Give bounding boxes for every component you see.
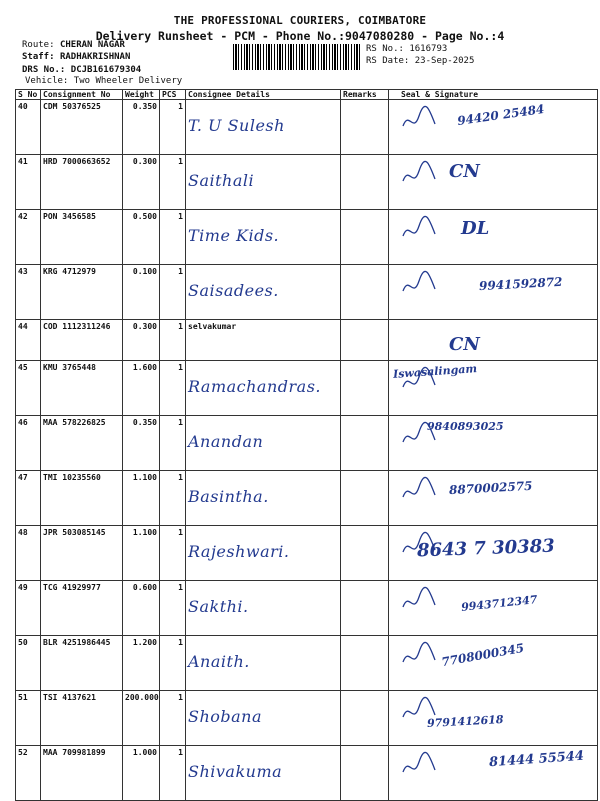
table-row bbox=[16, 691, 598, 746]
row-pcs: 1 bbox=[160, 361, 186, 416]
row-signature bbox=[389, 471, 598, 526]
row-sno: 45 bbox=[16, 361, 41, 416]
col-header-remarks: Remarks bbox=[341, 90, 389, 100]
row-consignment-no: MAA 709981899 bbox=[41, 746, 123, 801]
row-weight: 1.100 bbox=[123, 471, 160, 526]
signature-text: 9941592872 bbox=[478, 274, 563, 294]
row-sno: 49 bbox=[16, 581, 41, 636]
table-row bbox=[16, 265, 598, 320]
signature-text: CN bbox=[449, 334, 480, 355]
table-row bbox=[16, 100, 598, 155]
row-remarks bbox=[341, 746, 389, 801]
signature-text: 8643 7 30383 bbox=[416, 535, 556, 562]
vehicle-line bbox=[25, 76, 182, 86]
route-value: CHERAN NAGAR bbox=[59, 40, 125, 50]
signature-scribble bbox=[395, 750, 455, 784]
row-pcs: 1 bbox=[160, 471, 186, 526]
row-remarks bbox=[341, 636, 389, 691]
row-consignee: Shivakuma bbox=[186, 746, 341, 801]
table-row bbox=[16, 746, 598, 801]
col-header-sno: S No bbox=[16, 90, 41, 100]
vehicle-value: Two Wheeler Delivery bbox=[73, 76, 183, 86]
signature-scribble bbox=[395, 365, 455, 399]
row-sno: 40 bbox=[16, 100, 41, 155]
row-consignment-no: JPR 503085145 bbox=[41, 526, 123, 581]
signature-scribble bbox=[395, 104, 455, 138]
row-consignment-no: PON 3456585 bbox=[41, 210, 123, 265]
row-consignee: Time Kids. bbox=[186, 210, 341, 265]
row-remarks bbox=[341, 265, 389, 320]
row-remarks bbox=[341, 471, 389, 526]
row-weight: 0.500 bbox=[123, 210, 160, 265]
row-sno: 41 bbox=[16, 155, 41, 210]
row-pcs: 1 bbox=[160, 210, 186, 265]
route-line bbox=[22, 40, 125, 50]
table-row bbox=[16, 471, 598, 526]
row-consignment-no: TMI 10235560 bbox=[41, 471, 123, 526]
runsheet-table bbox=[15, 89, 598, 801]
row-consignee: Sakthi. bbox=[186, 581, 341, 636]
signature-scribble bbox=[395, 585, 455, 619]
row-pcs: 1 bbox=[160, 526, 186, 581]
table-row bbox=[16, 581, 598, 636]
runsheet-subtitle: Delivery Runsheet - PCM - Phone No.:9047080280 - Page No.:4 bbox=[95, 29, 505, 43]
row-sno: 43 bbox=[16, 265, 41, 320]
row-consignee: Anandan bbox=[186, 416, 341, 471]
row-weight: 0.300 bbox=[123, 155, 160, 210]
signature-text: 9840893025 bbox=[427, 420, 504, 433]
signature-text: 7708000345 bbox=[440, 640, 526, 670]
barcode bbox=[233, 44, 360, 70]
table-row bbox=[16, 416, 598, 471]
row-weight: 1.000 bbox=[123, 746, 160, 801]
row-remarks bbox=[341, 416, 389, 471]
row-consignee: selvakumar bbox=[186, 320, 341, 361]
col-header-pcs: PCS bbox=[160, 90, 186, 100]
row-consignee: Rajeshwari. bbox=[186, 526, 341, 581]
route-label: Route: bbox=[22, 40, 55, 50]
row-remarks bbox=[341, 155, 389, 210]
row-consignee: Saisadees. bbox=[186, 265, 341, 320]
row-consignment-no: MAA 578226825 bbox=[41, 416, 123, 471]
rs-number: RS No.: 1616793 bbox=[366, 44, 448, 54]
row-consignment-no: KMU 3765448 bbox=[41, 361, 123, 416]
row-pcs: 1 bbox=[160, 746, 186, 801]
row-signature bbox=[389, 581, 598, 636]
row-signature bbox=[389, 361, 598, 416]
row-consignment-no: CDM 50376525 bbox=[41, 100, 123, 155]
row-signature bbox=[389, 746, 598, 801]
row-consignment-no: HRD 7000663652 bbox=[41, 155, 123, 210]
col-header-weight: Weight bbox=[123, 90, 160, 100]
signature-scribble bbox=[395, 269, 455, 303]
col-header-consignment: Consignment No bbox=[41, 90, 123, 100]
col-header-signature: Seal & Signature bbox=[389, 90, 598, 100]
row-remarks bbox=[341, 210, 389, 265]
row-weight: 200.000 bbox=[123, 691, 160, 746]
row-weight: 0.350 bbox=[123, 100, 160, 155]
row-sno: 42 bbox=[16, 210, 41, 265]
staff-value: RADHAKRISHNAN bbox=[59, 52, 131, 62]
row-weight: 0.350 bbox=[123, 416, 160, 471]
row-consignment-no: COD 1112311246 bbox=[41, 320, 123, 361]
signature-text: 8870002575 bbox=[448, 478, 533, 498]
row-consignment-no: TCG 41929977 bbox=[41, 581, 123, 636]
row-sno: 44 bbox=[16, 320, 41, 361]
drs-value: DCJB161679304 bbox=[70, 65, 142, 75]
row-remarks bbox=[341, 320, 389, 361]
table-row bbox=[16, 526, 598, 581]
signature-scribble bbox=[395, 475, 455, 509]
rs-date: RS Date: 23-Sep-2025 bbox=[366, 56, 475, 66]
row-consignee: Ramachandras. bbox=[186, 361, 341, 416]
signature-scribble bbox=[395, 530, 455, 564]
row-remarks bbox=[341, 581, 389, 636]
row-sno: 46 bbox=[16, 416, 41, 471]
row-weight: 0.100 bbox=[123, 265, 160, 320]
row-signature bbox=[389, 416, 598, 471]
signature-text: 81444 55544 bbox=[488, 748, 585, 771]
row-consignee: T. U Sulesh bbox=[186, 100, 341, 155]
row-remarks bbox=[341, 526, 389, 581]
row-pcs: 1 bbox=[160, 100, 186, 155]
signature-text: CN bbox=[449, 161, 480, 182]
row-consignee: Basintha. bbox=[186, 471, 341, 526]
row-consignment-no: TSI 4137621 bbox=[41, 691, 123, 746]
row-consignee: Shobana bbox=[186, 691, 341, 746]
row-pcs: 1 bbox=[160, 265, 186, 320]
signature-scribble bbox=[395, 640, 455, 674]
row-weight: 0.300 bbox=[123, 320, 160, 361]
signature-text: 9943712347 bbox=[460, 593, 539, 614]
signature-text: 94420 25484 bbox=[456, 101, 546, 129]
staff-line bbox=[22, 52, 130, 62]
row-signature bbox=[389, 320, 598, 361]
row-pcs: 1 bbox=[160, 581, 186, 636]
table-row bbox=[16, 155, 598, 210]
row-remarks bbox=[341, 361, 389, 416]
table-header-row bbox=[16, 90, 598, 100]
signature-scribble bbox=[395, 214, 455, 248]
row-sno: 48 bbox=[16, 526, 41, 581]
row-pcs: 1 bbox=[160, 320, 186, 361]
signature-scribble bbox=[395, 159, 455, 193]
vehicle-label: Vehicle: bbox=[25, 76, 69, 86]
row-weight: 1.100 bbox=[123, 526, 160, 581]
row-consignee: Saithali bbox=[186, 155, 341, 210]
drs-label: DRS No.: bbox=[22, 65, 66, 75]
row-signature bbox=[389, 210, 598, 265]
row-sno: 51 bbox=[16, 691, 41, 746]
table-row bbox=[16, 636, 598, 691]
row-pcs: 1 bbox=[160, 155, 186, 210]
row-remarks bbox=[341, 691, 389, 746]
row-signature bbox=[389, 155, 598, 210]
row-weight: 0.600 bbox=[123, 581, 160, 636]
row-pcs: 1 bbox=[160, 636, 186, 691]
row-pcs: 1 bbox=[160, 416, 186, 471]
col-header-consignee: Consignee Details bbox=[186, 90, 341, 100]
table-row bbox=[16, 361, 598, 416]
signature-scribble bbox=[395, 420, 455, 454]
row-signature bbox=[389, 265, 598, 320]
row-signature bbox=[389, 526, 598, 581]
staff-label: Staff: bbox=[22, 52, 55, 62]
row-signature bbox=[389, 691, 598, 746]
row-sno: 50 bbox=[16, 636, 41, 691]
row-signature bbox=[389, 636, 598, 691]
row-sno: 52 bbox=[16, 746, 41, 801]
row-weight: 1.200 bbox=[123, 636, 160, 691]
row-signature bbox=[389, 100, 598, 155]
row-remarks bbox=[341, 100, 389, 155]
signature-text: DL bbox=[461, 218, 490, 239]
signature-scribble bbox=[395, 695, 455, 729]
drs-line bbox=[22, 65, 141, 75]
row-consignee: Anaith. bbox=[186, 636, 341, 691]
table-row bbox=[16, 320, 598, 361]
row-sno: 47 bbox=[16, 471, 41, 526]
row-weight: 1.600 bbox=[123, 361, 160, 416]
row-consignment-no: BLR 4251986445 bbox=[41, 636, 123, 691]
company-title: THE PROFESSIONAL COURIERS, COIMBATORE bbox=[173, 14, 427, 27]
table-row bbox=[16, 210, 598, 265]
row-consignment-no: KRG 4712979 bbox=[41, 265, 123, 320]
row-pcs: 1 bbox=[160, 691, 186, 746]
signature-text: 9791412618 bbox=[426, 713, 504, 730]
signature-text: Iswasalingam bbox=[392, 362, 478, 381]
